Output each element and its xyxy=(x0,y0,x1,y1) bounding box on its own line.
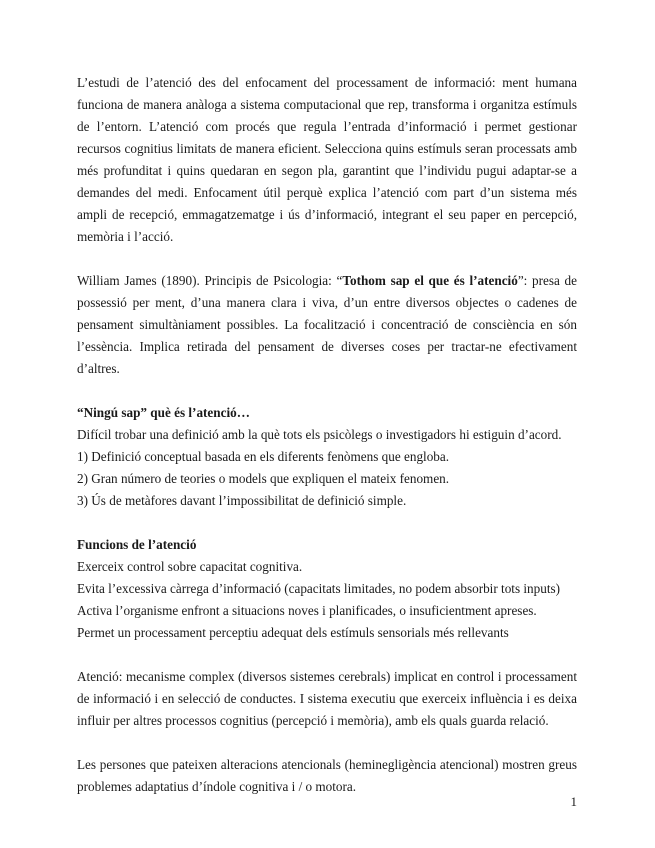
document-page xyxy=(77,72,577,798)
nobody-knows-intro: Difícil trobar una definició amb la què tots els psicòlegs o investigadors hi estiguin d’acord. xyxy=(77,427,562,442)
spacer xyxy=(77,644,577,666)
spacer xyxy=(77,732,577,754)
william-james-text-start: William James (1890). Principis de Psicologia: “ xyxy=(77,273,343,288)
nobody-knows-item-3: 3) Ús de metàfores davant l’impossibilitat de definició simple. xyxy=(77,493,407,508)
paragraph-information-processing: L’estudi de l’atenció des del enfocament del processament de informació: ment humana funciona de manera anàloga a sistema computacional que rep, transforma i organitza estímuls de l’entorn. L’atenció com procés que regula l’entrada d’informació i permet gestionar recursos cognitius limitats de manera eficient. Selecciona quins estímuls seran processats amb més profunditat i quins quedaran en segon pla, garantint que l’individu pugui adaptar-se a demandes del medi. Enfocament útil perquè explica l’atenció com part d’un sistema més ampli de recepció, emmagatzematge i ús d’informació, integrant el seu paper en percepció, memòria i l’acció. xyxy=(77,75,577,244)
paragraph-attention-mechanism: Atenció: mecanisme complex (diversos sistemes cerebrals) implicat en control i processament de informació i en selecció de conductes. I sistema executiu que exerceix influència i es deixa influir per altres processos cognitius (percepció i memòria), amb els quals guarda relació. xyxy=(77,669,577,728)
william-james-text-end: ”: presa de possessió per ment, d’una manera clara i viva, d’un entre diversos objectes o cadenes de pensament simultàniament possibles. La focalització i concentració de consciència en són l’essència. Implica retirada del pensament de diverses coses per tractar-ne efectivament d’altres. xyxy=(77,273,578,376)
function-item-4: Permet un processament perceptiu adequat dels estímuls sensorials més rellevants xyxy=(77,625,509,640)
function-item-2: Evita l’excessiva càrrega d’informació (capacitats limitades, no podem absorbir tots inputs) xyxy=(77,581,561,596)
page-number: 1 xyxy=(570,794,577,809)
heading-nobody-knows: “Ningú sap” què és l’atenció… xyxy=(77,405,250,420)
nobody-knows-item-2: 2) Gran número de teories o models que expliquen el mateix fenomen. xyxy=(77,471,450,486)
function-item-1: Exerceix control sobre capacitat cognitiva. xyxy=(77,559,303,574)
spacer xyxy=(77,248,577,270)
paragraph-attention-disorders: Les persones que pateixen alteracions atencionals (heminegligència atencional) mostren greus problemes adaptatius d’índole cognitiva i / o motora. xyxy=(77,757,577,794)
nobody-knows-item-1: 1) Definició conceptual basada en els diferents fenòmens que engloba. xyxy=(77,449,450,464)
spacer xyxy=(77,380,577,402)
function-item-3: Activa l’organisme enfront a situacions noves i planificades, o insuficientment apreses. xyxy=(77,603,537,618)
spacer xyxy=(77,512,577,534)
heading-attention-functions: Funcions de l’atenció xyxy=(77,537,197,552)
william-james-quote: Tothom sap el que és l’atenció xyxy=(342,273,518,288)
paragraph-william-james xyxy=(77,270,577,380)
